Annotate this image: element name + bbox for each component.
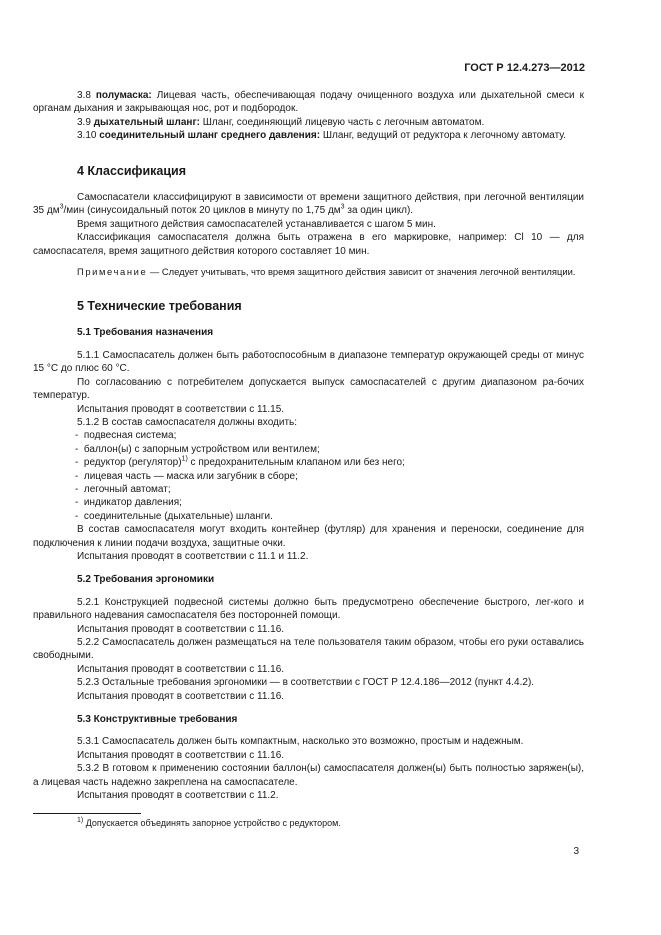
section-4-title: 4 Классификация bbox=[77, 163, 187, 178]
clause-5-2-2: 5.2.2 Самоспасатель должен размещаться на теле пользователя таким образом, чтобы его руки оставались свободными. bbox=[33, 637, 584, 662]
note-label: Примечание bbox=[77, 266, 148, 278]
footnote: $^{1)}$ Допускается объединять запорное устройство с редуктором. bbox=[77, 817, 341, 829]
page-body bbox=[33, 89, 584, 831]
list-item: - легочный автомат; bbox=[75, 483, 171, 495]
list-item: - редуктор (регулятор)$^{1)}$ с предохранительным клапаном или без него; bbox=[75, 455, 405, 469]
test-reference: Испытания проводят в соответствии с 11.2. bbox=[77, 790, 279, 802]
section-5-2-title: 5.2 Требования эргономики bbox=[77, 574, 215, 586]
clause-5-2-3: 5.2.3 Остальные требования эргономики — в соответствии с ГОСТ Р 12.4.186—2012 (пункт 4.4.2). bbox=[77, 677, 535, 689]
test-reference: Испытания проводят в соответствии с 11.16. bbox=[77, 663, 285, 675]
note: Примечание — Следует учитывать, что время защитного действия зависит от значения легочной вентиляции. bbox=[77, 266, 576, 278]
definition-3-8: 3.8 полумаска: Лицевая часть, обеспечивающая подачу очищенного воздуха или дыхательной смеси к органам дыхания и закрывающая нос, рот и подбородок. bbox=[33, 90, 584, 115]
test-reference: Испытания проводят в соответствии с 11.16. bbox=[77, 623, 285, 635]
definition-3-9: 3.9 дыхательный шланг: Шланг, соединяющий лицевую часть с легочным автоматом. bbox=[77, 116, 485, 128]
list-item: - подвесная система; bbox=[75, 430, 177, 442]
footnote-ref: 1) bbox=[181, 455, 188, 463]
paragraph: В состав самоспасателя могут входить контейнер (футляр) для хранения и переноски, соединение для подключения к линии подачи воздуха, защитные очки. bbox=[33, 524, 584, 549]
document-header: ГОСТ Р 12.4.273—2012 bbox=[464, 62, 585, 74]
test-reference: Испытания проводят в соответствии с 11.16. bbox=[77, 749, 285, 761]
test-reference: Испытания проводят в соответствии с 11.16. bbox=[77, 690, 285, 702]
classification-paragraph: Самоспасатели классифицируют в зависимости от времени защитного действия, при легочной вентиляции 35 $дм^3$/мин (синусоидальный поток 20 циклов в минуту по 1,75 $дм^3$ за один цикл). bbox=[33, 192, 584, 217]
clause-5-1-2: 5.1.2 В состав самоспасателя должны входить: bbox=[77, 416, 298, 428]
section-5-3-title: 5.3 Конструктивные требования bbox=[77, 714, 238, 726]
classification-marking: Классификация самоспасателя должна быть отражена в его маркировке, например: Cl 10 — для самоспасателя, время защитного действия которого составляет 10 мин. bbox=[33, 232, 584, 257]
test-reference: Испытания проводят в соответствии с 11.1 и 11.2. bbox=[77, 550, 309, 562]
page-number: 3 bbox=[573, 846, 579, 857]
footnote-divider bbox=[33, 813, 141, 814]
clause-5-2-1: 5.2.1 Конструкцией подвесной системы должно быть предусмотрено обеспечение быстрого, лег-кого и правильного надевания самоспасателя без посторонней помощи. bbox=[33, 596, 584, 622]
list-item: - лицевая часть — маска или загубник в сборе; bbox=[75, 470, 298, 482]
list-item: - индикатор давления; bbox=[75, 497, 182, 509]
protection-time-step: Время защитного действия самоспасателей устанавливается с шагом 5 мин. bbox=[77, 218, 436, 230]
section-5-title: 5 Технические требования bbox=[77, 299, 242, 314]
paragraph: По согласованию с потребителем допускается выпуск самоспасателей с другим диапазоном ра-бочих температур. bbox=[33, 376, 584, 402]
clause-5-3-1: 5.3.1 Самоспасатель должен быть компактным, насколько это возможно, простым и надежным. bbox=[77, 736, 524, 748]
clause-5-3-2: 5.3.2 В готовом к применению состоянии баллон(ы) самоспасателя должен(ы) быть полностью заряжен(ы), а лицевая часть надежно закреплена на самоспасателе. bbox=[33, 763, 584, 788]
test-reference: Испытания проводят в соответствии с 11.15. bbox=[77, 403, 285, 415]
section-5-1-title: 5.1 Требования назначения bbox=[77, 327, 214, 339]
list-item: - соединительные (дыхательные) шланги. bbox=[75, 510, 273, 522]
list-item: - баллон(ы) с запорным устройством или вентилем; bbox=[75, 443, 320, 455]
definition-3-10: 3.10 соединительный шланг среднего давления: Шланг, ведущий от редуктора к легочному автомату. bbox=[77, 130, 567, 142]
clause-5-1-1: 5.1.1 Самоспасатель должен быть работоспособным в диапазоне температур окружающей среды от минус 15 °С до плюс 60 °С. bbox=[33, 349, 584, 375]
